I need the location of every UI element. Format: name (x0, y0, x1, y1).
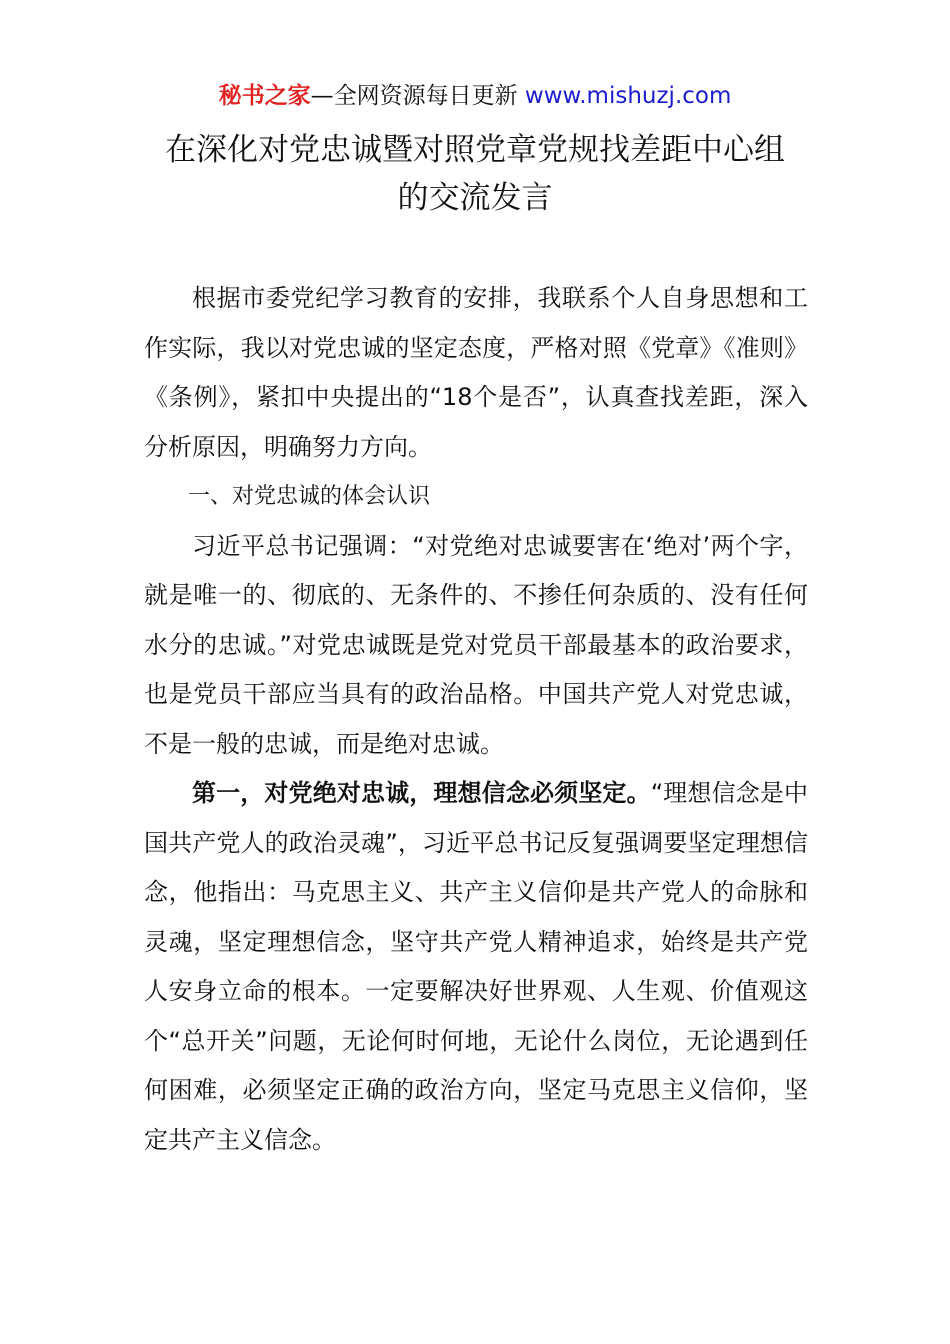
site-url-link[interactable]: www.mishuzj.com (524, 83, 732, 109)
header-tagline: —全网资源每日更新 (310, 83, 518, 109)
document-body (144, 274, 808, 1165)
section-heading: 一、对党忠诚的体会认识 (188, 484, 431, 509)
point-one-paragraph (144, 769, 808, 1165)
document-title (100, 126, 850, 222)
point-one-text: “理想信念是中国共产党人的政治灵魂”，习近平总书记反复强调要坚定理想信念，他指出：马克思主义、共产主义信仰是共产党人的命脉和灵魂，坚定理想信念，坚守共产党人精神追求，始终是共产党人安身立命的根本。一定要解决好世界观、人生观、价值观这个“总开关”问题，无论何时何地，无论什么岗位，无论遇到任何困难，必须坚定正确的政治方向，坚定马克思主义信仰，坚定共产主义信念。 (144, 779, 809, 1154)
brand-name: 秘书之家 (218, 83, 311, 109)
intro-paragraph: 根据市委党纪学习教育的安排，我联系个人自身思想和工作实际，我以对党忠诚的坚定态度，严格对照《党章》《准则》《条例》，紧扣中央提出的“18个是否”，认真查找差距，深入分析原因，明确努力方向。 (144, 284, 808, 461)
quote-paragraph: 习近平总书记强调：“对党绝对忠诚要害在‘绝对’两个字，就是唯一的、彻底的、无条件的、不掺任何杂质的、没有任何水分的忠诚。”对党忠诚既是党对党员干部最基本的政治要求，也是党员干部应当具有的政治品格。中国共产党人对党忠诚，不是一般的忠诚，而是绝对忠诚。 (144, 531, 808, 758)
site-header (0, 80, 950, 112)
title-line-1: 在深化对党忠诚暨对照党章党规找差距中心组 (165, 132, 785, 168)
point-one-lead: 第一，对党绝对忠诚，理想信念必须坚定。 (192, 779, 651, 807)
title-line-2: 的交流发言 (397, 180, 553, 216)
